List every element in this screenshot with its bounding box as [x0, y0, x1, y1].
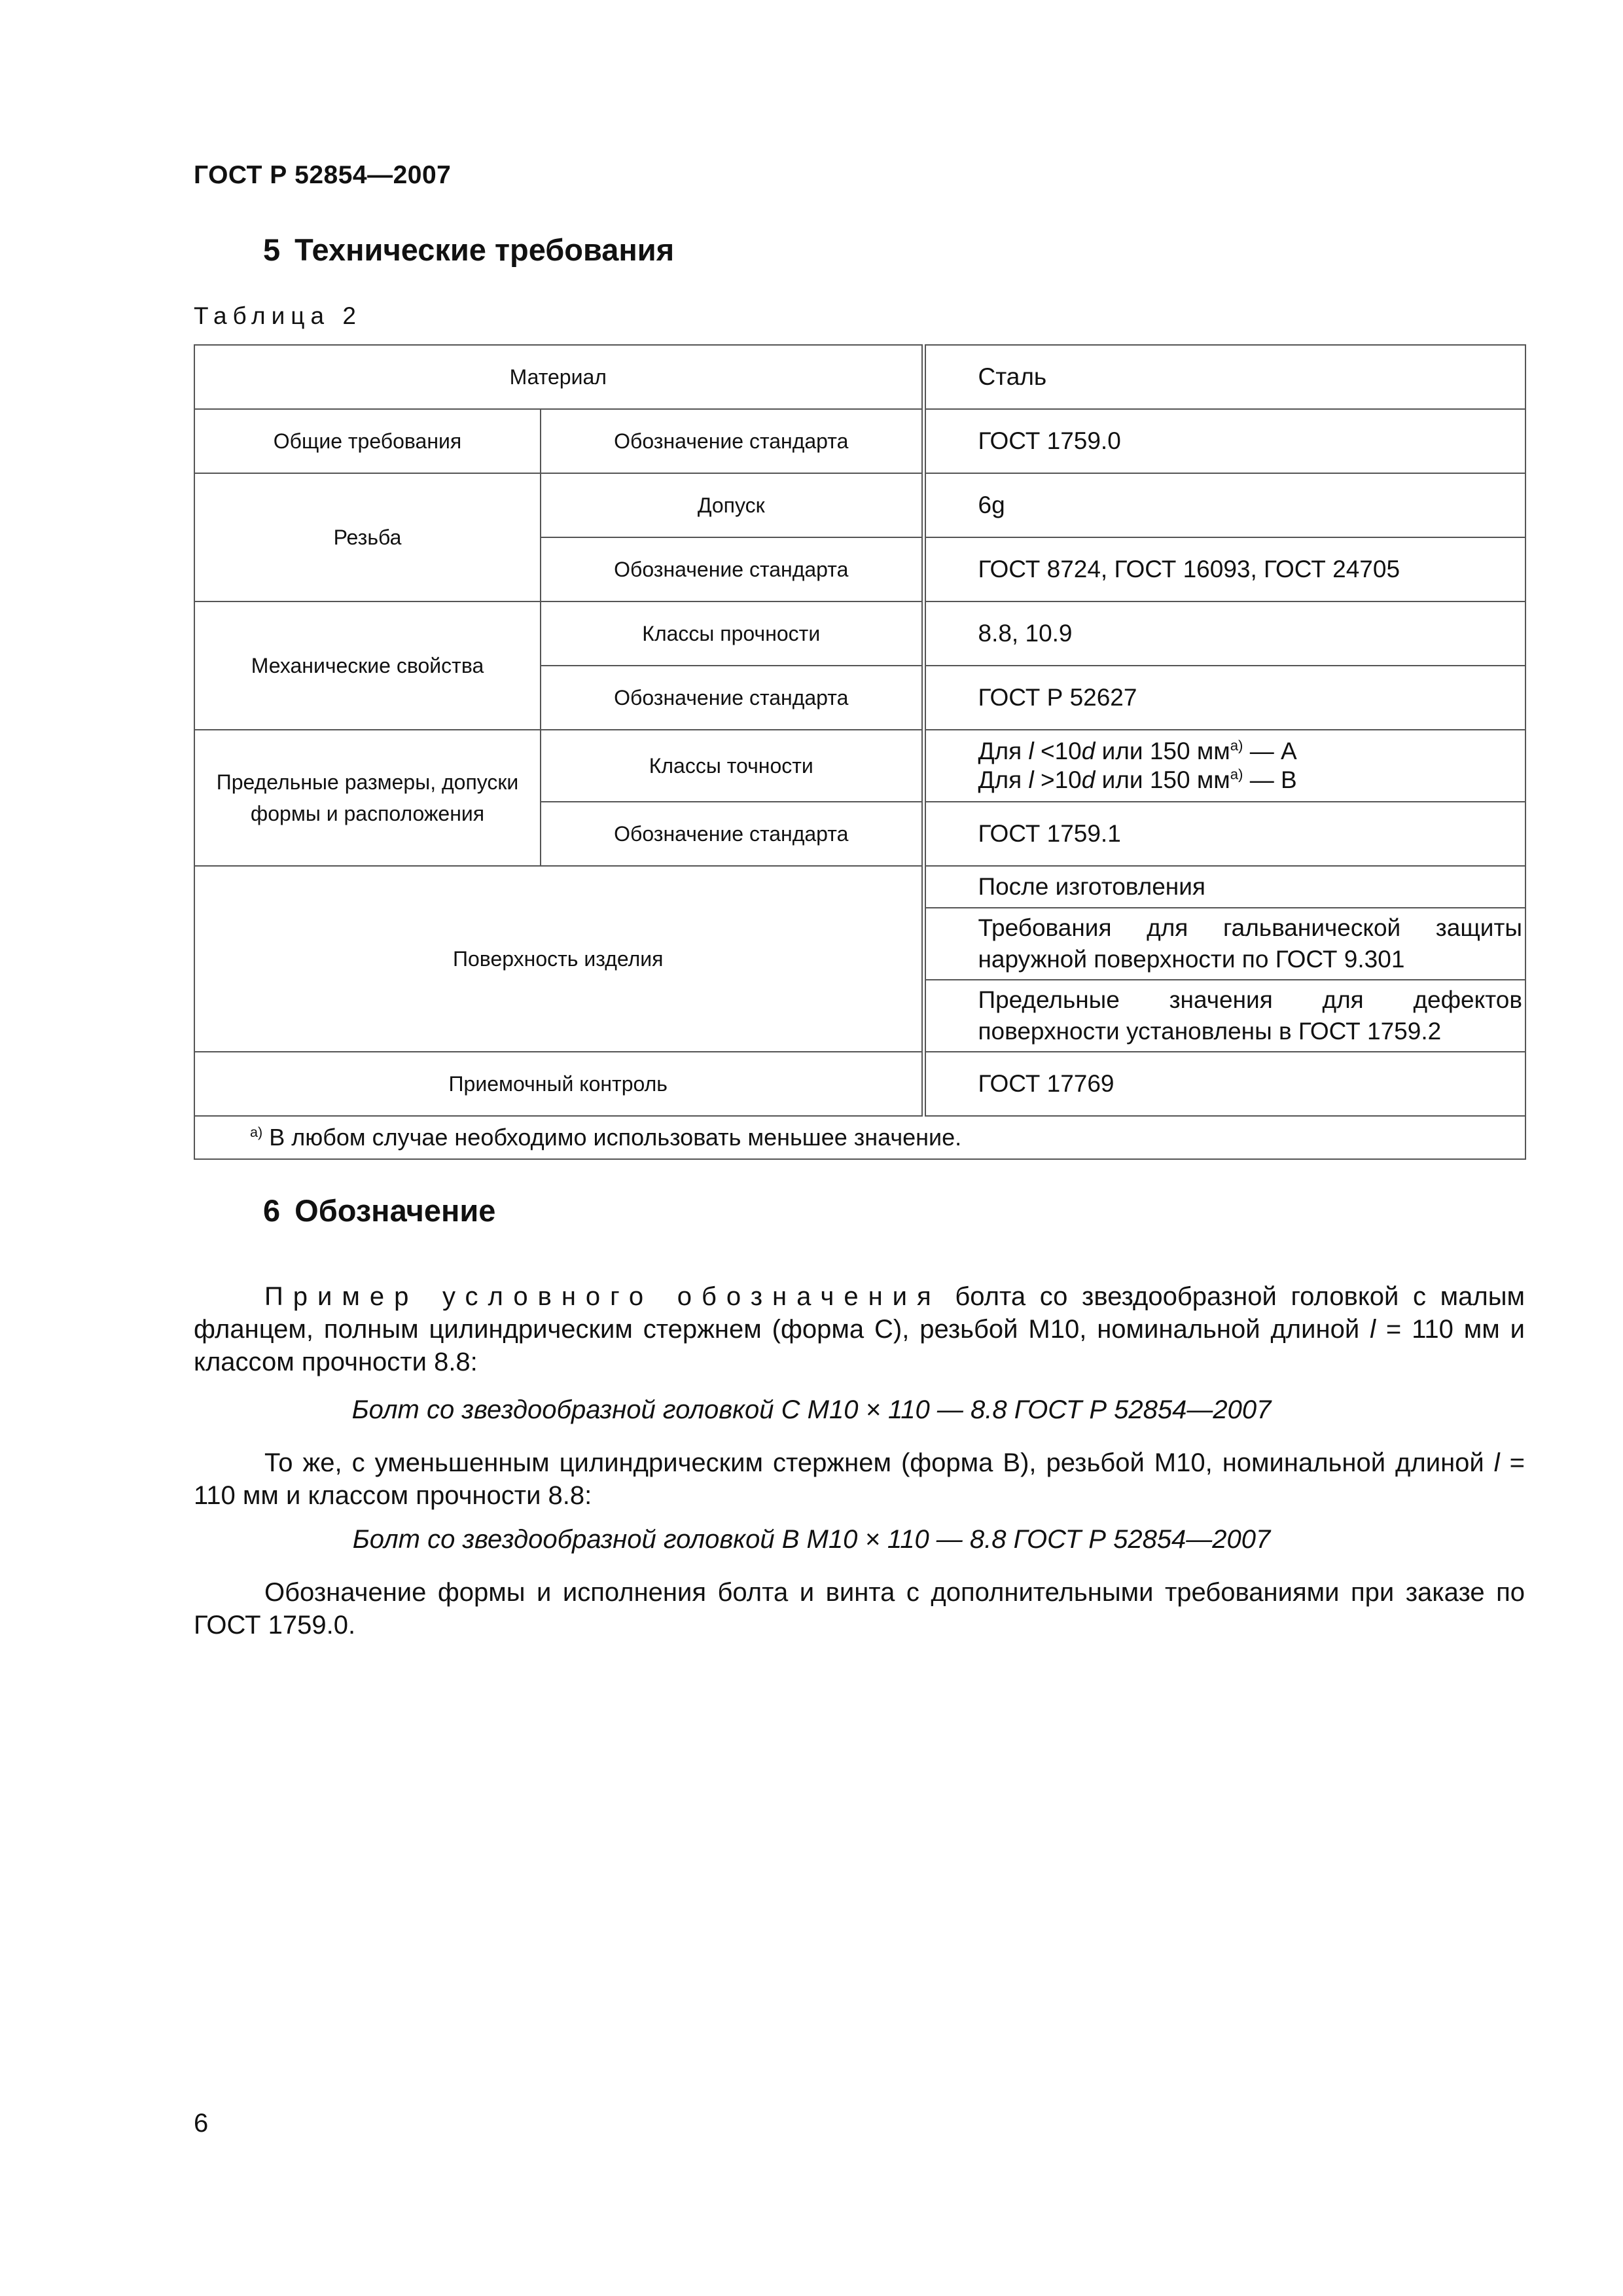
paragraph-example-intro: Пример условного обозначения болта со звездообразной головкой с малым фланцем, полным цилиндрическим стержнем (форма С), резьбой М10, номинальной длиной l = 110 мм и классом прочности 8.8:	[194, 1282, 1525, 1376]
section-number: 5	[263, 232, 281, 267]
document-code-header: ГОСТ Р 52854—2007	[194, 161, 452, 189]
row-sublabel: Классы точности	[541, 730, 923, 802]
row-label: Механические свойства	[194, 601, 541, 730]
table-footnote-row	[194, 1116, 1525, 1159]
row-value-accuracy	[923, 730, 1525, 802]
row-sublabel: Обозначение стандарта	[541, 537, 923, 601]
row-sublabel: Обозначение стандарта	[541, 409, 923, 473]
row-label: Предельные размеры, допуски формы и расположения	[194, 730, 541, 866]
row-label: Резьба	[194, 473, 541, 601]
table-caption: Таблица 2	[194, 302, 362, 329]
row-value: Сталь	[923, 345, 1525, 409]
row-value: Предельные значения для дефектов поверхности установлены в ГОСТ 1759.2	[923, 980, 1525, 1052]
row-sublabel: Классы прочности	[541, 601, 923, 666]
section-title: Обозначение	[294, 1193, 496, 1228]
row-label: Приемочный контроль	[194, 1052, 923, 1116]
row-label: Общие требования	[194, 409, 541, 473]
table-row	[194, 1052, 1525, 1116]
row-value: 8.8, 10.9	[923, 601, 1525, 666]
row-value: 6g	[923, 473, 1525, 537]
table-row	[194, 473, 1525, 537]
table-row	[194, 409, 1525, 473]
row-value: ГОСТ Р 52627	[923, 666, 1525, 730]
accuracy-line: Для l >10d или 150 $мм^{а)}$ — B	[978, 766, 1297, 793]
section-number: 6	[263, 1193, 281, 1228]
page-number: 6	[194, 2109, 209, 2138]
accuracy-line: Для l <10d или 150 $мм^{а)}$ — A	[978, 737, 1297, 764]
paragraph-order-note: Обозначение формы и исполнения болта и винта с дополнительными требованиями при заказе по ГОСТ 1759.0.	[194, 1578, 1525, 1640]
row-sublabel: Обозначение стандарта	[541, 802, 923, 866]
row-value: ГОСТ 8724, ГОСТ 16093, ГОСТ 24705	[923, 537, 1525, 601]
row-value: ГОСТ 17769	[923, 1052, 1525, 1116]
designation-example: Болт со звездообразной головкой С М10 × 110 — 8.8 ГОСТ Р 52854—2007	[351, 1395, 1272, 1424]
row-value: Требования для гальванической защиты наружной поверхности по ГОСТ 9.301	[923, 908, 1525, 980]
row-label: Поверхность изделия	[194, 866, 923, 1052]
requirements-table	[194, 344, 1526, 1160]
row-sublabel: Допуск	[541, 473, 923, 537]
row-value: ГОСТ 1759.1	[923, 802, 1525, 866]
section-6-heading	[263, 1193, 495, 1229]
table-row	[194, 345, 1525, 409]
table-row	[194, 730, 1525, 802]
paragraph-same-variant: То же, с уменьшенным цилиндрическим стержнем (форма В), резьбой М10, номинальной длиной l = 110 мм и классом прочности 8.8:	[194, 1448, 1525, 1510]
row-sublabel: Обозначение стандарта	[541, 666, 923, 730]
row-label: Материал	[194, 345, 923, 409]
section-5-heading	[263, 232, 674, 268]
row-value: После изготовления	[923, 866, 1525, 908]
section-title: Технические требования	[294, 232, 675, 267]
table-row	[194, 866, 1525, 908]
table-row	[194, 601, 1525, 666]
row-value: ГОСТ 1759.0	[923, 409, 1525, 473]
designation-example: Болт со звездообразной головкой В М10 × 110 — 8.8 ГОСТ Р 52854—2007	[352, 1525, 1271, 1554]
table-footnote: $^{а)}$ В любом случае необходимо использовать меньшее значение.	[194, 1116, 1525, 1159]
